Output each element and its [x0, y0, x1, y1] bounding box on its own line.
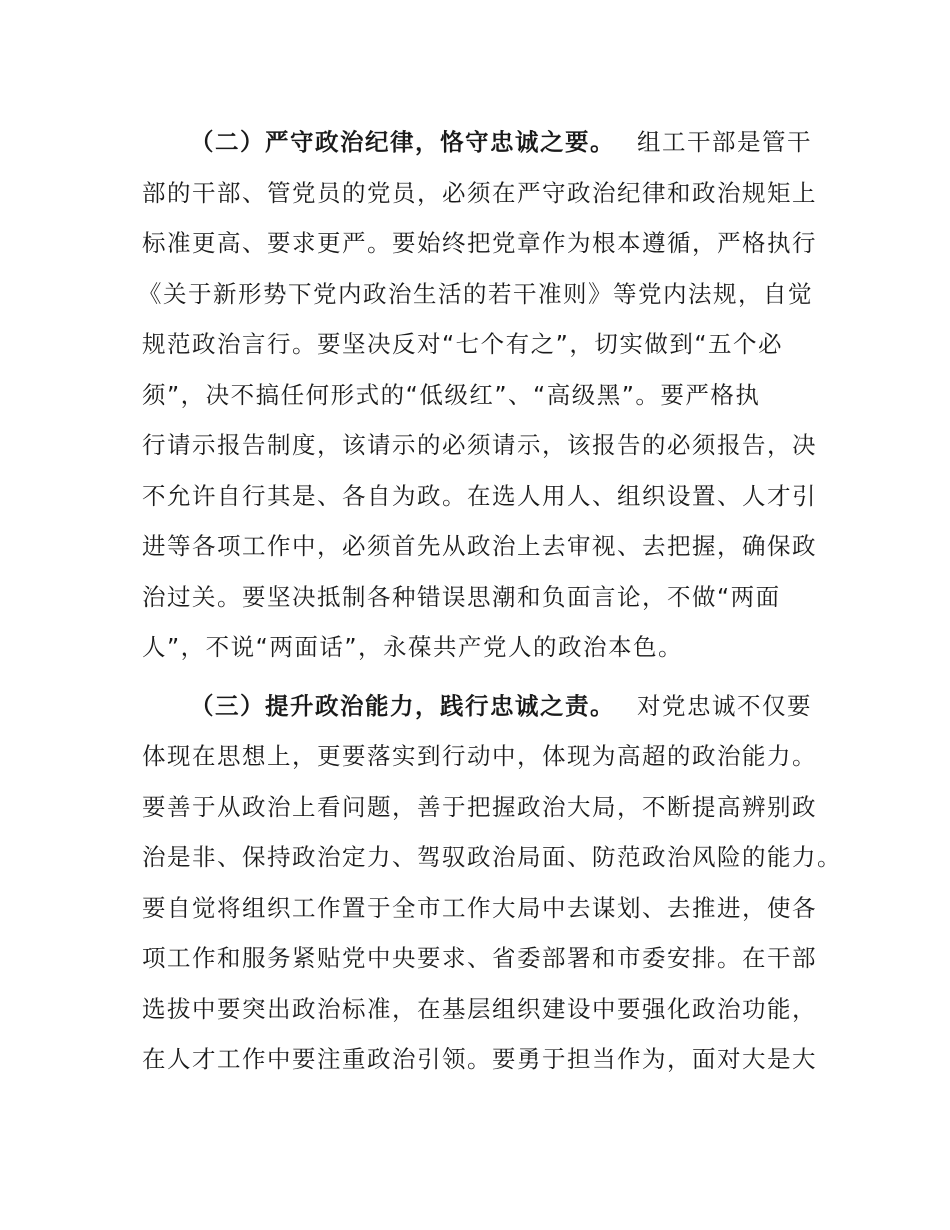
paragraph-line: 行请示报告制度，该请示的必须请示，该报告的必须报告，决 [142, 431, 817, 459]
paragraph-text: 对党忠诚不仅要 [637, 692, 812, 720]
paragraph-line: 体现在思想上，更要落实到行动中，体现为高超的政治能力。 [142, 742, 817, 770]
paragraph-line: 治过关。要坚决抵制各种错误思潮和负面言论，不做“两面 [142, 583, 781, 611]
paragraph-line: 须”，决不搞任何形式的“低级红”、“高级黑”。要严格执 [142, 381, 761, 409]
paragraph-line: 进等各项工作中，必须首先从政治上去审视、去把握，确保政 [142, 532, 817, 560]
paragraph-line: 在人才工作中要注重政治引领。要勇于担当作为，面对大是大 [142, 1045, 817, 1073]
paragraph-line [190, 127, 812, 157]
paragraph-line [190, 691, 812, 721]
paragraph-line: 标准更高、要求更严。要始终把党章作为根本遵循，严格执行 [142, 229, 817, 257]
paragraph-line: 规范政治言行。要坚决反对“七个有之”，切实做到“五个必 [142, 330, 784, 358]
paragraph-line: 《关于新形势下党内政治生活的若干准则》等党内法规，自觉 [138, 280, 813, 308]
section-heading: （三）提升政治能力，践行忠诚之责。 [190, 692, 615, 720]
paragraph-line: 要自觉将组织工作置于全市工作大局中去谋划、去推进，使各 [142, 894, 817, 922]
paragraph-line: 治是非、保持政治定力、驾驭政治局面、防范政治风险的能力。 [142, 843, 842, 871]
paragraph-line: 人”，不说“两面话”，永葆共产党人的政治本色。 [142, 633, 684, 661]
section-heading: （二）严守政治纪律，恪守忠诚之要。 [190, 128, 615, 156]
paragraph-line: 要善于从政治上看问题，善于把握政治大局，不断提高辨别政 [142, 793, 817, 821]
paragraph-text: 组工干部是管干 [637, 128, 812, 156]
paragraph-line: 部的干部、管党员的党员，必须在严守政治纪律和政治规矩上 [142, 179, 817, 207]
paragraph-line: 项工作和服务紧贴党中央要求、省委部署和市委安排。在干部 [142, 944, 817, 972]
paragraph-line: 选拔中要突出政治标准，在基层组织建设中要强化政治功能， [142, 995, 817, 1023]
paragraph-line: 不允许自行其是、各自为政。在选人用人、组织设置、人才引 [142, 482, 817, 510]
